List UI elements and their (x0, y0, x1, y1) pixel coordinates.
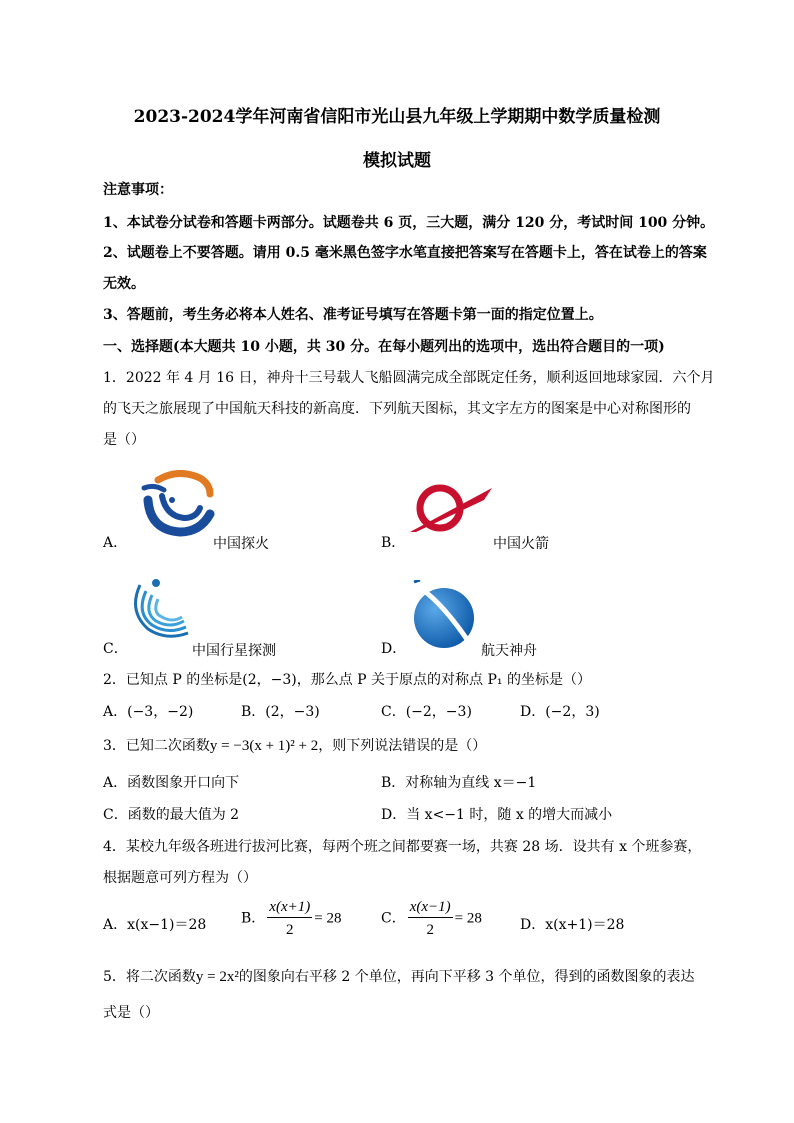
q5-line-1 (103, 968, 695, 986)
q4-option-b-denominator: 2 (286, 922, 294, 938)
page-title: 2023-2024学年河南省信阳市光山县九年级上学期期中数学质量检测 (133, 107, 661, 127)
q5-line-1-pre: 5．将二次函数 (103, 969, 196, 985)
q1-line-1: 1．2022 年 4 月 16 日，神舟十三号载人飞船圆满完成全部既定任务，顺利返回地球家园．六个月 (103, 370, 715, 386)
notice-item-2b: 无效。 (103, 276, 145, 292)
q4-option-a: A．x(x−1)＝28 (103, 917, 207, 933)
q4-option-b-numerator: x(x+1) (267, 898, 312, 918)
q2-option-b: B．(2，−3) (241, 704, 320, 720)
q1-option-b-label: B． (381, 535, 406, 551)
notice-item-2a: 2、试题卷上不要答题。请用 0.5 毫米黑色签字水笔直接把答案写在答题卡上，答在试卷上的答案 (103, 245, 707, 261)
q5-line-2: 式是（） (103, 1005, 159, 1021)
shenzhou-logo (412, 580, 482, 652)
rocket-logo (406, 482, 496, 534)
q4-option-c (381, 898, 482, 939)
planet-exploration-logo (126, 575, 196, 641)
mars-probe-logo (138, 470, 218, 542)
q1-option-c-caption: 中国行星探测 (192, 643, 276, 659)
section-heading: 一、选择题(本大题共 10 小题，共 30 分。在每小题列出的选项中，选出符合题目的一项) (103, 339, 665, 355)
q4-option-c-fraction (408, 898, 453, 939)
q3-option-b: B．对称轴为直线 x＝−1 (381, 775, 537, 791)
q5-formula: y = 2x² (195, 969, 239, 985)
notice-item-3: 3、答题前，考生务必将本人姓名、准考证号填写在答题卡第一面的指定位置上。 (103, 307, 603, 323)
q2-option-d: D．(−2，3) (520, 704, 600, 720)
q1-option-d-caption: 航天神舟 (481, 643, 537, 659)
q4-option-b-label: B． (241, 910, 266, 927)
q3-formula: y = −3(x + 1)² + 2 (209, 738, 319, 754)
q1-line-3: 是（） (103, 432, 145, 448)
page-subtitle: 模拟试题 (363, 151, 431, 171)
q2-option-a: A．(−3，−2) (103, 704, 194, 720)
q1-option-c-label: C． (103, 641, 128, 657)
q4-option-b-rhs: = 28 (314, 910, 342, 927)
q2-stem: 2．已知点 P 的坐标是(2，−3)，那么点 P 关于原点的对称点 P₁ 的坐标是（） (103, 672, 591, 688)
q3-stem-post: ，则下列说法错误的是（） (318, 738, 487, 754)
q4-option-c-rhs: = 28 (454, 910, 482, 927)
q4-option-b-fraction (267, 898, 312, 939)
q5-line-1-post: 的图象向右平移 2 个单位，再向下平移 3 个单位，得到的函数图象的表达 (238, 969, 695, 985)
q4-line-2: 根据题意可列方程为（） (103, 870, 257, 886)
q4-option-c-label: C． (381, 910, 406, 927)
q2-option-c: C．(−2，−3) (381, 704, 472, 720)
q4-option-b (241, 898, 341, 939)
q4-option-c-numerator: x(x−1) (408, 898, 453, 918)
q3-stem-pre: 3．已知二次函数 (103, 738, 210, 754)
q1-option-d-label: D． (381, 641, 407, 657)
q1-option-a-caption: 中国探火 (213, 536, 269, 552)
q1-line-2: 的飞天之旅展现了中国航天科技的新高度．下列航天图标，其文字左方的图案是中心对称图形的 (103, 401, 691, 417)
q4-line-1: 4．某校九年级各班进行拔河比赛，每两个班之间都要赛一场，共赛 28 场．设共有 x 个班参赛， (103, 839, 702, 855)
q4-option-d: D．x(x+1)＝28 (520, 917, 625, 933)
q3-option-a: A．函数图象开口向下 (103, 775, 240, 791)
q1-option-b-caption: 中国火箭 (493, 536, 549, 552)
q3-option-d: D．当 x<−1 时，随 x 的增大而减小 (381, 807, 613, 823)
q3-stem (103, 737, 486, 755)
q4-option-c-denominator: 2 (426, 922, 434, 938)
q3-option-c: C．函数的最大值为 2 (103, 807, 240, 823)
q1-option-a-label: A． (103, 535, 128, 551)
notice-heading: 注意事项： (103, 182, 173, 198)
notice-item-1: 1、本试卷分试卷和答题卡两部分。试题卷共 6 页，三大题，满分 120 分，考试时间 100 分钟。 (103, 215, 715, 231)
